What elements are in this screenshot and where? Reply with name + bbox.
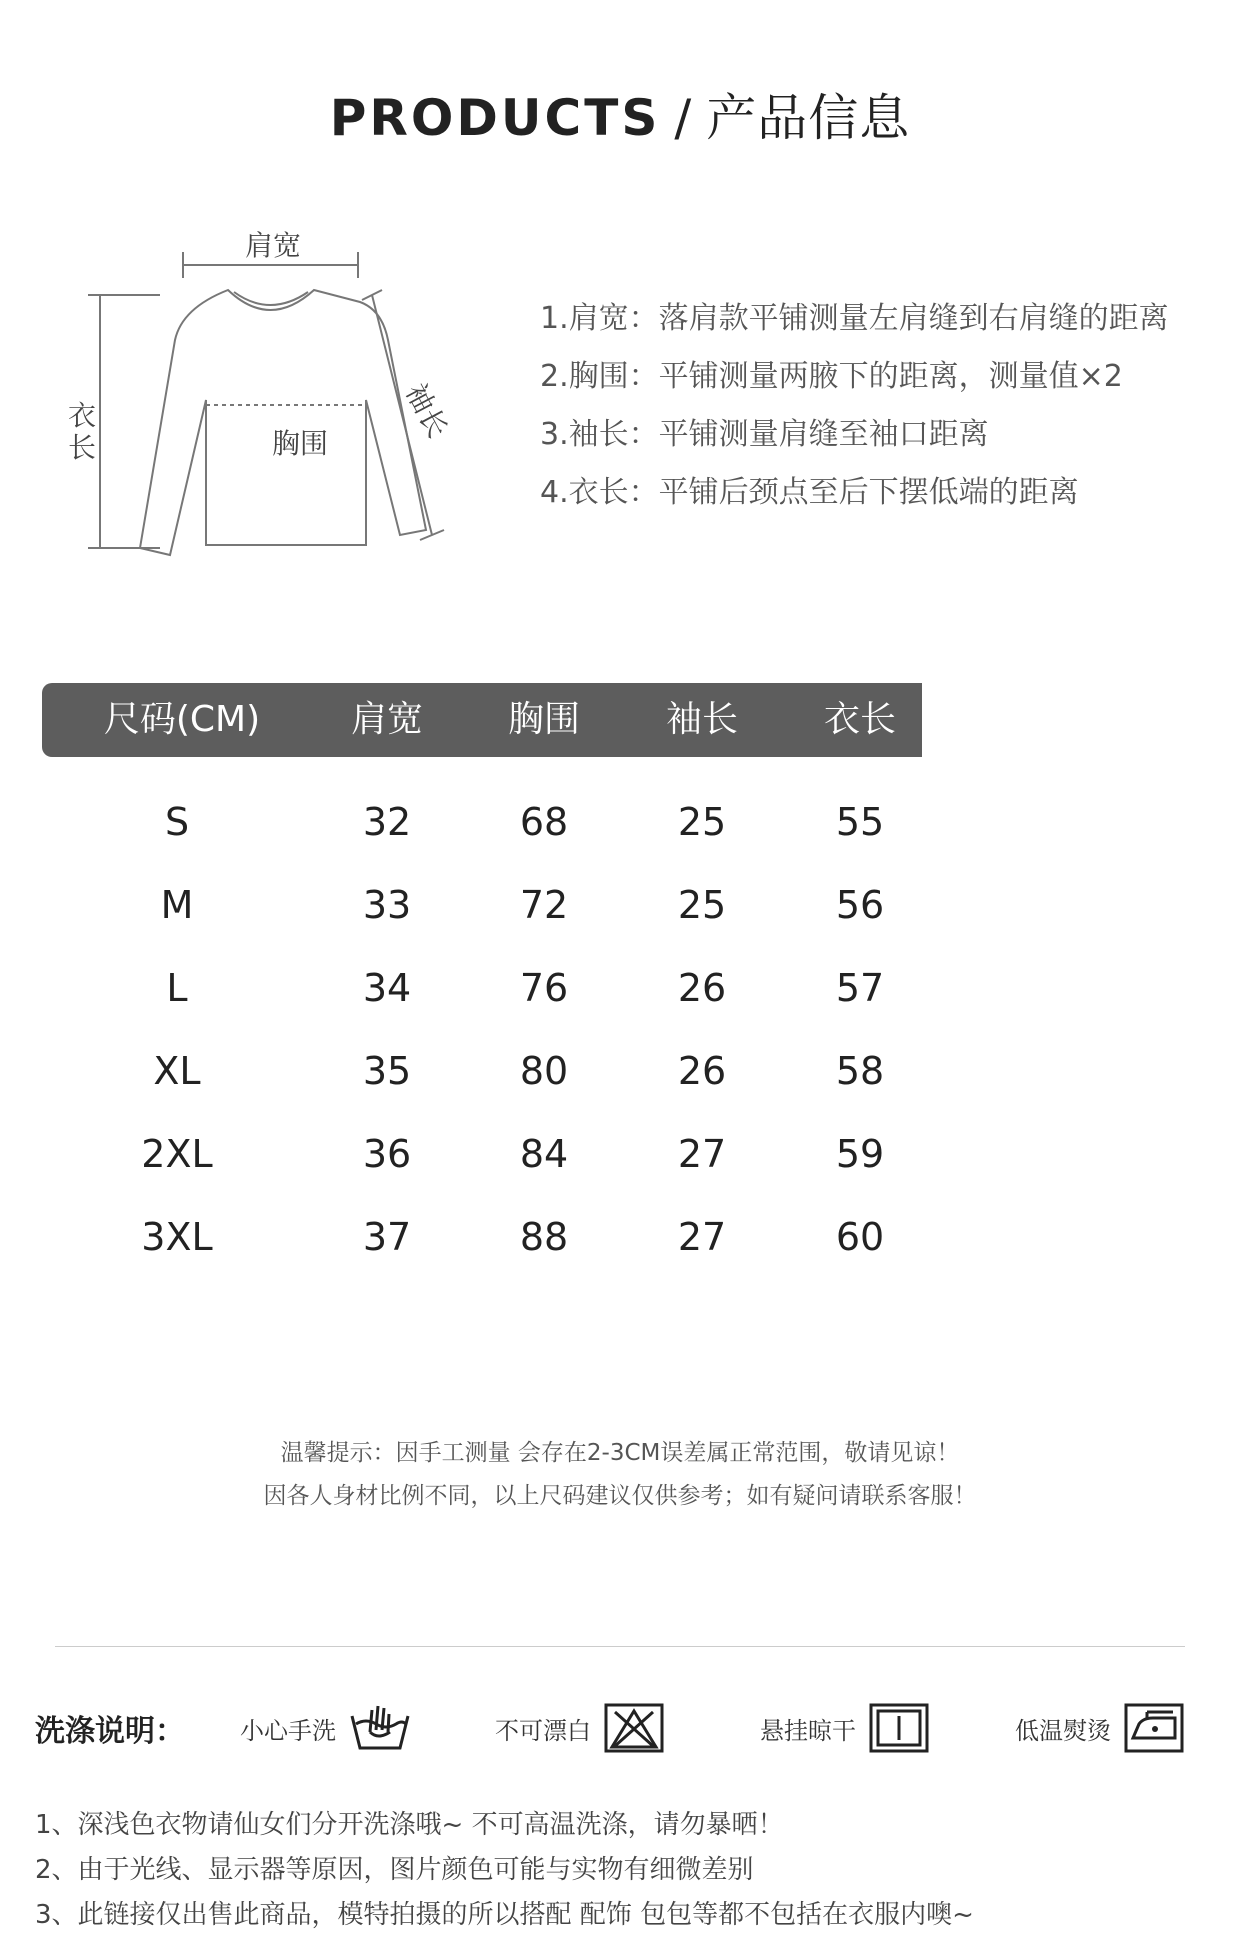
tip-line: 温馨提示：因手工测量 会存在2-3CM误差属正常范围，敬请见谅！ [280, 1440, 960, 1466]
page-title [0, 78, 1240, 150]
note-length: 4.衣长：平铺后颈点至后下摆低端的距离 [540, 475, 1079, 510]
cell-size: S [164, 800, 190, 844]
wash-title: 洗涤说明： [35, 1714, 185, 1749]
cell-sleeve: 25 [677, 800, 727, 844]
title-cn: 产品信息 [706, 89, 911, 147]
wash-label: 悬挂晾干 [760, 1716, 856, 1745]
cell-size: 3XL [141, 1215, 213, 1259]
cell-sleeve: 25 [677, 883, 727, 927]
bottom-note: 2、由于光线、显示器等原因，图片颜色可能与实物有细微差别 [35, 1855, 754, 1885]
header-sleeve: 袖长 [665, 699, 739, 740]
cell-sleeve: 27 [677, 1215, 727, 1259]
header-shoulder: 肩宽 [350, 699, 424, 740]
low-iron-icon [1123, 1702, 1185, 1754]
cell-size: XL [153, 1049, 201, 1093]
length-label: 衣长 [68, 399, 97, 464]
note-sleeve: 3.袖长：平铺测量肩缝至袖口距离 [540, 417, 989, 452]
cell-chest: 72 [519, 883, 569, 927]
wash-instructions [35, 1700, 1215, 1760]
cell-length: 56 [835, 883, 885, 927]
cell-shoulder: 35 [362, 1049, 412, 1093]
chest-label: 胸围 [272, 427, 329, 460]
wash-item-hand-wash [240, 1700, 412, 1756]
bottom-notes [35, 1803, 974, 1938]
measurement-notes [540, 290, 1169, 522]
wash-label: 低温熨烫 [1015, 1716, 1111, 1745]
cell-size: M [160, 883, 194, 927]
size-table-body [42, 783, 922, 1281]
section-divider [55, 1646, 1185, 1647]
wash-item-low-iron [1015, 1700, 1185, 1756]
cell-shoulder: 36 [362, 1132, 412, 1176]
wash-label: 小心手洗 [240, 1716, 336, 1745]
cell-shoulder: 37 [362, 1215, 412, 1259]
no-bleach-icon [603, 1702, 665, 1754]
wash-label: 不可漂白 [495, 1716, 591, 1745]
bottom-note: 3、此链接仅出售此商品，模特拍摄的所以搭配 配饰 包包等都不包括在衣服内噢~ [35, 1900, 974, 1930]
cell-size: 2XL [141, 1132, 213, 1176]
cell-shoulder: 32 [362, 800, 412, 844]
cell-length: 58 [835, 1049, 885, 1093]
cell-length: 55 [835, 800, 885, 844]
hang-dry-icon [868, 1702, 930, 1754]
garment-diagram [70, 230, 490, 570]
table-row [42, 1115, 922, 1198]
table-row [42, 866, 922, 949]
title-separator: / [674, 89, 693, 147]
table-row [42, 783, 922, 866]
size-table-header [42, 683, 922, 757]
header-chest: 胸围 [507, 699, 581, 740]
cell-chest: 76 [519, 966, 569, 1010]
cell-sleeve: 27 [677, 1132, 727, 1176]
cell-chest: 80 [519, 1049, 569, 1093]
sleeve-label: 袖长 [398, 378, 455, 444]
wash-item-hang-dry [760, 1700, 930, 1756]
tip-line: 因各人身材比例不同，以上尺码建议仅供参考；如有疑问请联系客服！ [263, 1483, 977, 1509]
cell-shoulder: 34 [362, 966, 412, 1010]
hand-wash-icon [348, 1702, 412, 1754]
cell-size: L [166, 966, 188, 1010]
header-length: 衣长 [823, 699, 897, 740]
cell-sleeve: 26 [677, 1049, 727, 1093]
table-row [42, 1198, 922, 1281]
note-chest: 2.胸围：平铺测量两腋下的距离，测量值×2 [540, 359, 1123, 394]
cell-shoulder: 33 [362, 883, 412, 927]
tips-section [0, 1432, 1240, 1518]
header-size: 尺码(CM) [103, 699, 261, 740]
cell-length: 59 [835, 1132, 885, 1176]
cell-length: 60 [835, 1215, 885, 1259]
table-row [42, 1032, 922, 1115]
note-shoulder: 1.肩宽：落肩款平铺测量左肩缝到右肩缝的距离 [540, 301, 1169, 336]
wash-item-no-bleach [495, 1700, 665, 1756]
title-en: PRODUCTS [329, 89, 661, 147]
table-row [42, 949, 922, 1032]
cell-sleeve: 26 [677, 966, 727, 1010]
cell-chest: 88 [519, 1215, 569, 1259]
cell-length: 57 [835, 966, 885, 1010]
bottom-note: 1、深浅色衣物请仙女们分开洗涤哦~ 不可高温洗涤，请勿暴晒！ [35, 1810, 784, 1840]
cell-chest: 68 [519, 800, 569, 844]
shoulder-label: 肩宽 [245, 229, 302, 262]
cell-chest: 84 [519, 1132, 569, 1176]
